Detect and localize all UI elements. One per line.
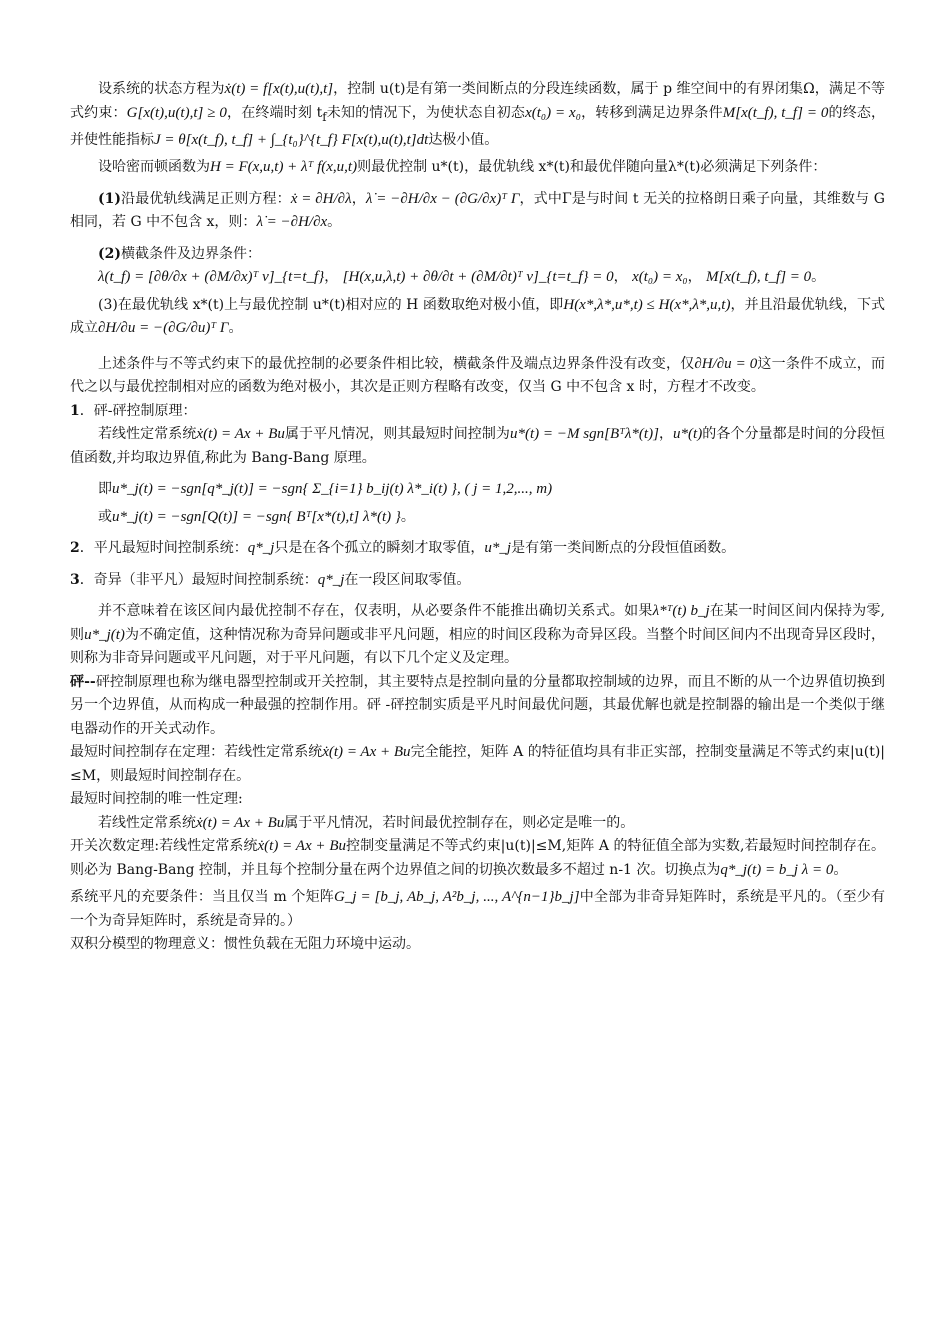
- terminal-condition: M[x(t_f), t_f] = 0: [706, 269, 812, 286]
- transversality-hamiltonian: [H(x,u,λ,t) + ∂θ/∂t + (∂M/∂t)ᵀ v]_{t=t_f} = 0: [342, 269, 614, 286]
- min-time-control-law: u*(t) = −M sgn[Bᵀλ*(t)]: [509, 426, 659, 443]
- optimal-control: u*(t): [673, 426, 703, 443]
- comparison-paragraph: 上述条件与不等式约束下的最优控制的必要条件相比较，横截条件及端点边界条件没有改变，仅∂H/∂u = 0这一条件不成立，而代之以与最优控制相对应的函数为绝对极小，其次是正则方程略有改变，仅当 G 中不包含 x 时，方程才不改变。: [70, 355, 886, 396]
- linear-system-equation: ẋ(t) = Ax + Bu: [196, 426, 285, 443]
- bang-bang-paragraph: 若线性定常系统ẋ(t) = Ax + Bu属于平凡情况，则其最短时间控制为u*(t) = −M sgn[Bᵀλ*(t)]，u*(t)的各个分量都是时间的分段恒值函数,并均取边界值,称此为 Bang-Bang 原理。: [70, 426, 885, 466]
- transversality-equations: λ(t_f) = [∂θ/∂x + (∂M/∂x)ᵀ v]_{t=t_f}， [H(x,u,λ,t) + ∂θ/∂t + (∂M/∂t)ᵀ v]_{t=t_f} = 0， x(t₀) = x₀， M[x(t_f), t_f] = 0。: [98, 269, 826, 286]
- state-equation: ẋ(t) = f[x(t),u(t),t]: [224, 81, 334, 97]
- uniqueness-theorem: 若线性定常系统ẋ(t) = Ax + Bu属于平凡情况，若时间最优控制存在，则必定是唯一的。: [98, 814, 635, 831]
- switching-theorem: 开关次数定理:若线性定常系统ẋ(t) = Ax + Bu控制变量满足不等式约束|u(t)|≤M,矩阵 A 的特征值全部为实数,若最短时间控制存在。则必为 Bang-Bang 控制，并且每个控制分量在两个边界值之间的切换次数最多不超过 n-1 次。切换点为q*_j(t) = b_j λ = 0。: [70, 838, 885, 878]
- condition-2: (2)横截条件及边界条件：: [98, 245, 261, 262]
- uniqueness-theorem-title: 最短时间控制的唯一性定理:: [70, 791, 243, 808]
- minimum-principle-inequality: H(x*,λ*,u*,t) ≤ H(x*,λ*,u,t): [563, 296, 731, 313]
- normality-condition: 系统平凡的充要条件：当且仅当 m 个矩阵G_j = [b_j, Ab_j, A²b_j, ..., A^{n−1}b_j]中全部为非奇异矩阵时，系统是平凡的。（至少有一个为奇异矩阵时，系统是奇异的。）: [70, 889, 885, 929]
- transversality-lambda: λ(t_f) = [∂θ/∂x + (∂M/∂x)ᵀ v]_{t=t_f}: [98, 269, 325, 286]
- section-1-heading: 1．砰-砰控制原理：: [70, 402, 197, 419]
- canonical-equation-x: ẋ = ∂H/∂λ: [290, 190, 352, 207]
- initial-state: x(t₀) = x₀: [525, 104, 581, 121]
- boundary-condition: M[x(t_f), t_f] = 0: [722, 104, 829, 121]
- section-3: 3．奇异（非平凡）最短时间控制系统：q*_j在一段区间取零值。: [70, 571, 471, 588]
- singular-paragraph: 并不意味着在该区间内最优控制不存在，仅表明，从必要条件不能推出确切关系式。如果λ*ᵀ(t) b_j在某一时间区间内保持为零,则u*_j(t)为不确定值，这种情况称为奇异问题或非平凡问题，相应的时间区段称为奇异区段。当整个时间区间内不出现奇异区段时，则称为非奇异问题或平凡问题，对于平凡问题，有以下几个定义及定理。: [70, 603, 886, 667]
- hamiltonian-paragraph: 设哈密而顿函数为H = F(x,u,t) + λᵀ f(x,u,t)则最优控制 u*(t)，最优轨线 x*(t)和最优伴随向量λ*(t)必须满足下列条件：: [98, 159, 827, 176]
- condition-1: (1)沿最优轨线满足正则方程：ẋ = ∂H/∂λ，λ̇ = −∂H/∂x − (∂G/∂x)ᵀ Γ，式中Γ是与时间 t 无关的拉格朗日乘子向量，其维数与 G 相同，若 G 中不包含 x，则：λ̇ = −∂H/∂x。: [70, 190, 885, 231]
- canonical-equation-lambda: λ̇ = −∂H/∂x − (∂G/∂x)ᵀ Γ: [365, 190, 520, 207]
- performance-index: J = θ[x(t_f), t_f] + ∫_{t₀}^{t_f} F[x(t),u(t),t]dt: [154, 131, 429, 148]
- inequality-constraint: G[x(t),u(t),t] ≥ 0: [126, 104, 227, 121]
- state-equation-paragraph: 设系统的状态方程为ẋ(t) = f[x(t),u(t),t]，控制 u(t)是有第一类间断点的分段连续函数，属于 p 维空间中的有界闭集Ω，满足不等式约束：G[x(t),u(t),t] ≥ 0，在终端时刻 $t_f$未知的情况下，为使状态自初态x(t₀) = x₀，转移到满足边界条件M[x(t_f), t_f] = 0的终态，并使性能指标J = θ[x(t_f), t_f] + ∫_{t₀}^{t_f} F[x(t),u(t),t]dt达极小值。: [70, 81, 886, 148]
- dh-du-zero: ∂H/∂u = 0: [694, 355, 758, 372]
- canonical-equation-lambda-simple: λ̇ = −∂H/∂x: [256, 214, 328, 231]
- initial-condition: x(t₀) = x₀: [632, 269, 688, 286]
- bang-bang-description: 砰--砰控制原理也称为继电器型控制或开关控制，其主要特点是控制向量的分量都取控制域的边界，而且不断的从一个边界值切换到另一个边界值，从而构成一种最强的控制作用。砰 -砰控制实质是平凡时间最优问题，其最优解也就是控制器的输出是一个类似于继电器动作的开关式动作。: [70, 673, 885, 737]
- hamiltonian-equation: H = F(x,u,t) + λᵀ f(x,u,t): [210, 159, 358, 176]
- existence-theorem: 最短时间控制存在定理：若线性定常系统ẋ(t) = Ax + Bu完全能控，矩阵 A 的特征值均具有非正实部，控制变量满足不等式约束|u(t)|≤M，则最短时间控制存在。: [70, 744, 885, 784]
- condition-3: (3)在最优轨线 x*(t)上与最优控制 u*(t)相对应的 H 函数取绝对极小值，即H(x*,λ*,u*,t) ≤ H(x*,λ*,u,t)，并且沿最优轨线，下式成立∂H/∂u = −(∂G/∂u)ᵀ Γ。: [70, 296, 885, 337]
- stationarity-condition: ∂H/∂u = −(∂G/∂u)ᵀ Γ: [98, 320, 229, 337]
- document-page: [70, 78, 885, 957]
- bang-bang-formula-2: 或u*_j(t) = −sgn[Q(t)] = −sgn{ Bᵀ[x*(t),t] λ*(t) }。: [98, 508, 415, 525]
- bang-bang-formula-1: 即u*_j(t) = −sgn[q*_j(t)] = −sgn{ Σ_{i=1} b_ij(t) λ*_i(t) }, ( j = 1,2,..., m): [98, 481, 553, 498]
- double-integrator-meaning: 双积分模型的物理意义：惯性负载在无阻力环境中运动。: [70, 936, 420, 953]
- section-2: 2．平凡最短时间控制系统：q*_j只是在各个孤立的瞬刻才取零值，u*_j是有第一类间断点的分段恒值函数。: [70, 540, 736, 557]
